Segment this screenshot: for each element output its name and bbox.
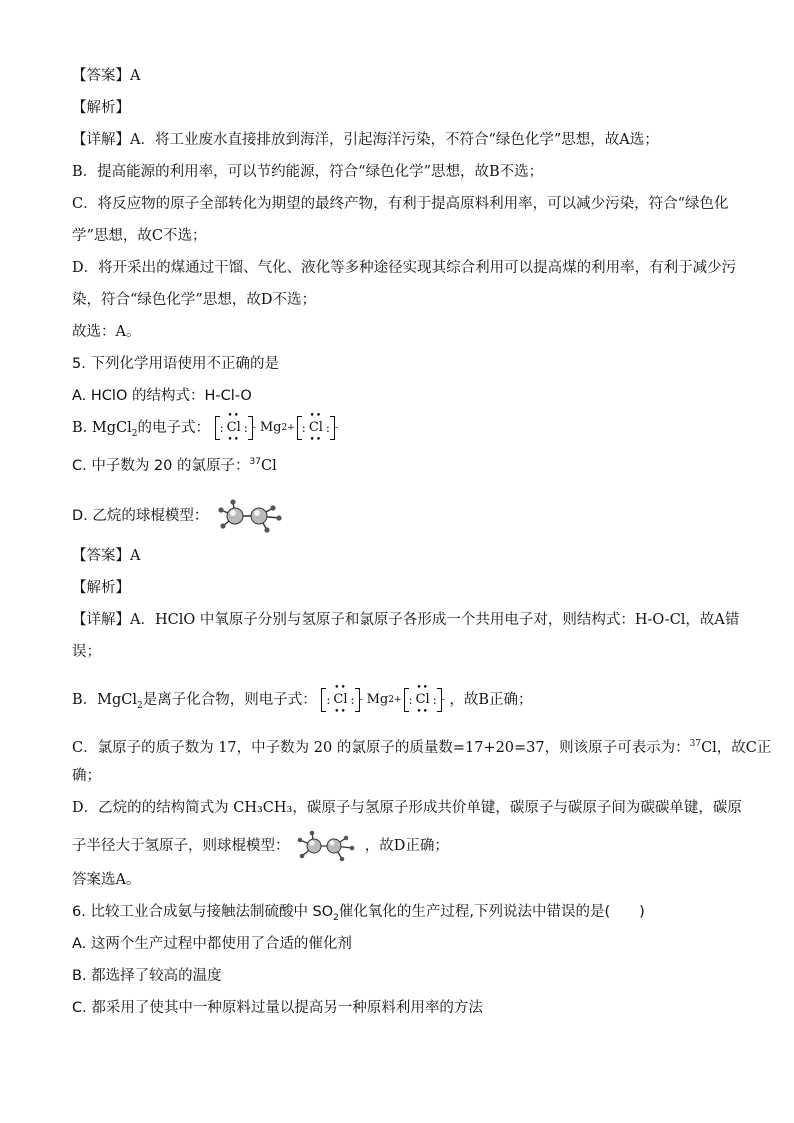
option-5d: D. 乙烷的球棍模型：: [72, 498, 289, 534]
detail-a-2-line2: 误；: [72, 644, 101, 660]
question-5: 5. 下列化学用语使用不正确的是: [72, 356, 279, 372]
conclusion-2: 答案选A。: [72, 872, 141, 888]
electron-formula-5b: : •• Cl •• : - Mg 2+ : •• Cl •• : -: [215, 416, 338, 440]
detail-c-2-line1: C．氯原子的质子数为 17，中子数为 20 的氯原子的质量数=17+20=37，则该原子可表示为：$^{37}$Cl，故C正: [72, 739, 772, 756]
option-5b-label: 的电子式：: [137, 420, 210, 436]
option-5b-prefix: B. MgCl: [72, 420, 132, 436]
detail-d-2-line1: D．乙烷的的结构简式为 CH₃CH₃，碳原子与氢原子形成共价单键，碳原子与碳原子间为碳碳单键，碳原: [72, 800, 742, 816]
electron-formula-answer: : •• Cl •• : - Mg 2+ : •• Cl •• : -: [321, 688, 444, 712]
question-6: 6. 比较工业合成氨与接触法制硫酸中 $SO_2$催化氧化的生产过程,下列说法中错误的是( ): [72, 904, 645, 923]
detail-b-2: B．MgCl$_2$是离子化合物，则电子式： : •• Cl •• : - Mg 2+ : •• Cl •• : - ，故B正确；: [72, 683, 533, 717]
option-5b: [72, 411, 339, 445]
ethane-ball-stick-model-answer: [294, 830, 360, 862]
answer-label-2: 【答案】A: [72, 548, 141, 564]
detail-c-1-line1: C．将反应物的原子全部转化为期望的最终产物，有利于提高原料利用率，可以减少污染，符合“绿色化: [72, 196, 729, 212]
option-6b: B. 都选择了较高的温度: [72, 968, 222, 984]
analysis-label-2: 【解析】: [72, 580, 130, 596]
detail-d-1-line1: D．将开采出的煤通过干馏、气化、液化等多种途径实现其综合利用可以提高煤的利用率，有利于减少污: [72, 260, 737, 276]
analysis-label-1: 【解析】: [72, 100, 130, 116]
option-6c: C. 都采用了使其中一种原料过量以提高另一种原料利用率的方法: [72, 1000, 483, 1016]
detail-c-2-line2: 确；: [72, 768, 101, 784]
detail-a-1: 【详解】A．将工业废水直接排放到海洋，引起海洋污染，不符合“绿色化学”思想，故A选；: [72, 132, 659, 148]
option-5a: A. HClO 的结构式：H-Cl-O: [72, 388, 252, 404]
ethane-ball-stick-model: [213, 498, 289, 534]
answer-label-1: 【答案】A: [72, 68, 141, 84]
detail-c-1-line2: 学”思想，故C不选；: [72, 228, 207, 244]
detail-d-1-line2: 染，符合“绿色化学”思想，故D不选；: [72, 292, 316, 308]
detail-d-2-line2: 子半径大于氢原子，则球棍模型： ，故D正确；: [72, 830, 449, 862]
option-5c: C. 中子数为 20 的氯原子：$^{37}$Cl: [72, 457, 277, 474]
option-5b-subscript: 2: [131, 428, 138, 439]
detail-a-2-line1: 【详解】A．HClO 中氧原子分别与氢原子和氯原子各形成一个共用电子对，则结构式：H-O-Cl，故A错: [72, 612, 740, 628]
option-6a: A. 这两个生产过程中都使用了合适的催化剂: [72, 936, 352, 952]
conclusion-1: 故选：A。: [72, 324, 141, 340]
detail-b-1: B．提高能源的利用率，可以节约能源，符合“绿色化学”思想，故B不选；: [72, 164, 544, 180]
